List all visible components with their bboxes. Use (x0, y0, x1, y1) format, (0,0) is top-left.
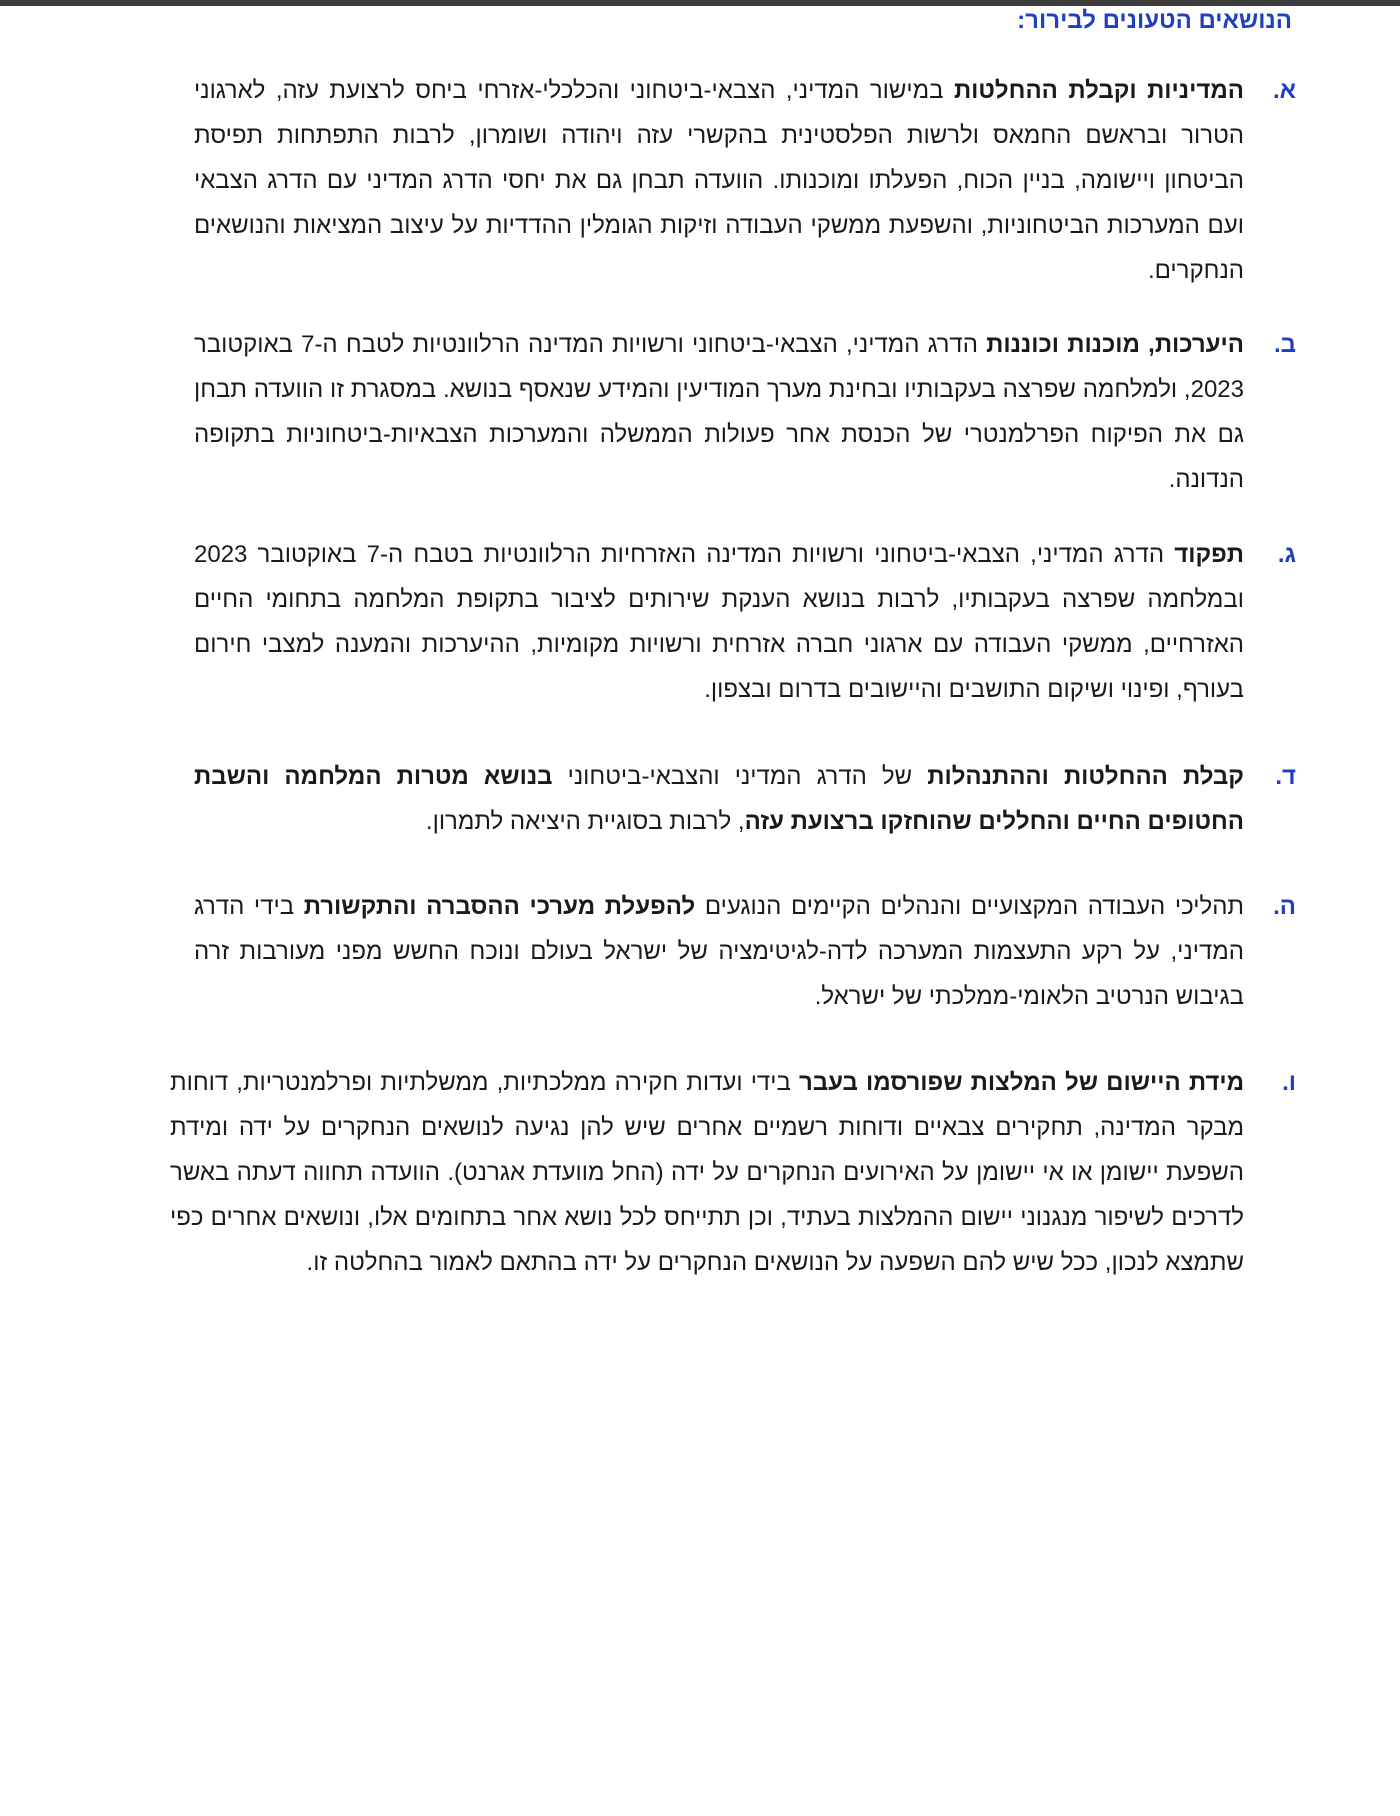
list-item-text (170, 1069, 1244, 1276)
list-item-he (194, 884, 1296, 1019)
list-item-gimel (194, 532, 1296, 712)
list-marker: ב. (1273, 331, 1296, 358)
list-item-vav (170, 1060, 1296, 1285)
bold-intro: המדיניות וקבלת ההחלטות (953, 77, 1244, 104)
bold-intro: קבלת ההחלטות וההתנהלות (927, 763, 1244, 790)
bold-intro: היערכות, מוכנות וכוננות (986, 331, 1244, 358)
list-item-text (194, 893, 1244, 1010)
list-marker: ו. (1282, 1069, 1296, 1096)
body-text: של הדרג המדיני והצבאי-ביטחוני (552, 763, 928, 790)
list-marker: ה. (1273, 893, 1296, 920)
bold-topic: בנושא מטרות המלחמה והשבת החטופים החיים והחללים שהוחזקו ברצועת עזה (194, 763, 1244, 835)
list-item-text (194, 331, 1244, 493)
body-text: , לרבות בסוגיית היציאה לתמרון. (425, 808, 745, 835)
body-text: הדרג המדיני, הצבאי-ביטחוני ורשויות המדינה הרלוונטיות לטבח ה-7 באוקטובר 2023, ולמלחמה שפרצה בעקבותיו ובחינת מערך המודיעין והמידע שנאסף בנושא. במסגרת זו הוועדה תבחן גם את הפיקוח הפרלמנטרי של הכנסת אחר פעולות הממשלה והמערכות הצבאיות-ביטחוניות בתקופה הנדונה. (194, 331, 1244, 493)
bold-topic: להפעלת מערכי ההסברה והתקשורת (303, 893, 696, 920)
list-item-dalet (194, 754, 1296, 844)
list-item-text (194, 77, 1244, 284)
list-item-alef (194, 68, 1296, 293)
list-marker: ג. (1277, 541, 1296, 568)
body-text: הדרג המדיני, הצבאי-ביטחוני ורשויות המדינה האזרחיות הרלוונטיות בטבח ה-7 באוקטובר 2023 ובמלחמה שפרצה בעקבותיו, לרבות בנושא הענקת שירותים לציבור בתקופת המלחמה בתחומי החיים האזרחיים, ממשקי העבודה עם ארגוני חברה אזרחית ורשויות מקומיות, ההיערכות והמענה למצבי חירום בעורף, ופינוי ושיקום התושבים והיישובים בדרום ובצפון. (194, 541, 1244, 703)
list-item-bet (194, 322, 1296, 502)
section-heading: הנושאים הטעונים לבירור: (1017, 7, 1292, 34)
body-text: במישור המדיני, הצבאי-ביטחוני והכלכלי-אזרחי ביחס לרצועת עזה, לארגוני הטרור ובראשם החמאס ולרשות הפלסטינית בהקשרי עזה ויהודה ושומרון, לרבות התפתחות תפיסת הביטחון ויישומה, בניין הכוח, הפעלתו ומוכנותו. הוועדה תבחן גם את יחסי הדרג המדיני עם הדרג הצבאי ועם המערכות הביטחוניות, והשפעת ממשקי העבודה וזיקות הגומלין ההדדיות על עיצוב המציאות והנושאים הנחקרים. (194, 77, 1244, 284)
body-text: בידי הדרג המדיני, על רקע התעצמות המערכה לדה-לגיטימציה של ישראל בעולם ונוכח החשש מפני מעורבות זרה בגיבוש הנרטיב הלאומי-ממלכתי של ישראל. (194, 893, 1244, 1010)
list-item-text (194, 763, 1244, 835)
list-marker: א. (1272, 77, 1296, 104)
body-text: תהליכי העבודה המקצועיים והנהלים הקיימים הנוגעים (695, 893, 1244, 920)
bold-intro: תפקוד (1174, 541, 1245, 568)
bold-intro: מידת היישום של המלצות שפורסמו בעבר (798, 1069, 1244, 1096)
body-text: בידי ועדות חקירה ממלכתיות, ממשלתיות ופרלמנטריות, דוחות מבקר המדינה, תחקירים צבאיים ודוחות רשמיים אחרים שיש להן נגיעה לנושאים הנחקרים על ידה ומידת השפעת יישומן או אי יישומן על האירועים הנחקרים על ידה (החל מוועדת אגרנט). הוועדה תחווה דעתה באשר לדרכים לשיפור מנגנוני יישום ההמלצות בעתיד, וכן תתייחס לכל נושא אחר בתחומים אלו, ונושאים אחרים כפי שתמצא לנכון, ככל שיש להם השפעה על הנושאים הנחקרים על ידה בהתאם לאמור בהחלטה זו. (170, 1069, 1244, 1276)
list-marker: ד. (1275, 763, 1296, 790)
list-item-text (194, 541, 1244, 703)
